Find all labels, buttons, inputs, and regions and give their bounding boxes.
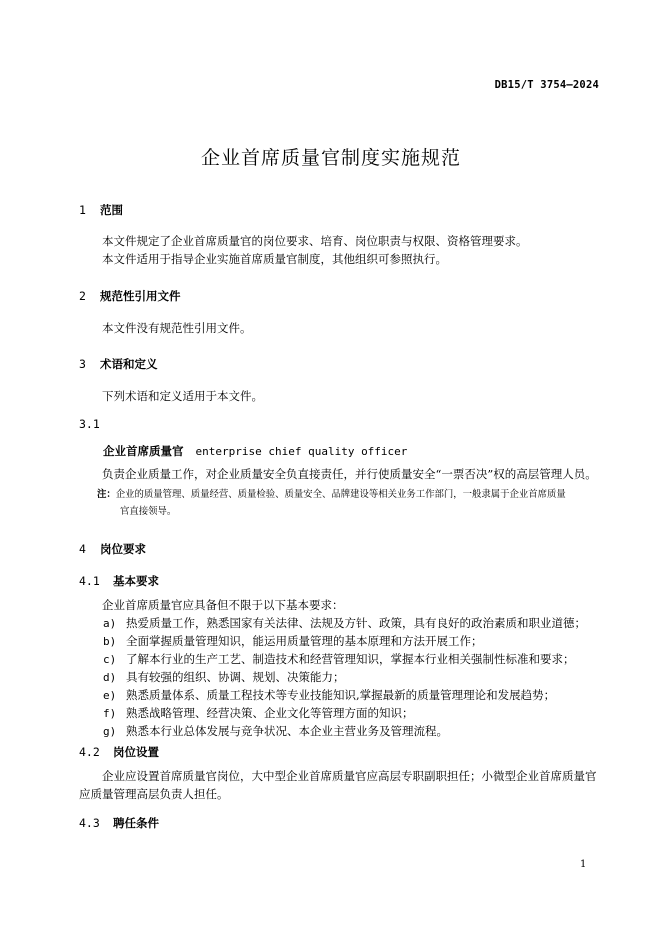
list-item [103,668,603,686]
list-text: 了解本行业的生产工艺、制造技术和经营管理知识，掌握本行业相关强制性标准和要求； [126,652,575,666]
section-4-heading [79,541,146,557]
term-note [97,486,602,520]
section-1-heading [79,202,123,218]
term-en: enterprise chief quality officer [195,445,408,458]
term-number: 3.1 [79,417,100,431]
term-entry [103,443,407,459]
section-title: 基本要求 [113,574,160,588]
list-marker: c) [103,653,117,666]
section-2-body [79,320,599,338]
list-text: 全面掌握质量管理知识，能运用质量管理的基本原理和方法开展工作； [126,634,483,648]
section-number: 2 [79,289,86,303]
section-title: 岗位设置 [113,745,160,759]
list-item [103,722,603,740]
standard-code: DB15/T 3754—2024 [494,79,599,91]
paragraph: 本文件没有规范性引用文件。 [102,321,252,335]
section-4-2-body [79,768,604,803]
list-marker: b) [103,635,117,648]
list-item [103,632,603,650]
list-marker: e) [103,689,117,702]
list-text: 具有较强的组织、协调、规划、决策能力； [126,670,345,684]
requirements-intro: 企业首席质量官应具备但不限于以下基本要求： [102,598,344,612]
section-title: 规范性引用文件 [100,289,181,303]
section-title: 聘任条件 [113,816,160,830]
section-3-heading [79,356,158,372]
note-text-continued: 官直接领导。 [120,506,177,517]
section-title: 岗位要求 [100,542,147,556]
list-text: 熟悉质量体系、质量工程技术等专业技能知识,掌握最新的质量管理理论和发展趋势； [126,688,556,702]
paragraph: 本文件适用于指导企业实施首席质量官制度，其他组织可参照执行。 [102,251,447,266]
section-title: 范围 [100,203,124,217]
paragraph: 下列术语和定义适用于本文件。 [102,389,263,403]
section-2-heading [79,288,181,304]
document-title: 企业首席质量官制度实施规范 [200,147,461,169]
list-text: 熟悉战略管理、经营决策、企业文化等管理方面的知识； [126,706,414,720]
list-item [103,704,603,722]
note-label: 注： [97,489,116,500]
list-item [103,686,603,704]
term-zh: 企业首席质量官 [103,444,184,458]
paragraph-line: 应质量管理高层负责人担任。 [79,786,229,801]
section-4-3-heading [79,815,159,831]
list-marker: a) [103,617,117,630]
requirements-list [103,614,603,740]
section-number: 3 [79,357,86,371]
section-title: 术语和定义 [100,357,158,371]
list-marker: f) [103,707,117,720]
paragraph-line: 企业应设置首席质量官岗位，大中型企业首席质量官应高层专职副职担任；小微型企业首席质量官 [102,769,597,783]
paragraph: 本文件规定了企业首席质量官的岗位要求、培育、岗位职责与权限、资格管理要求。 [102,234,528,248]
section-number: 1 [79,203,86,217]
list-text: 热爱质量工作，熟悉国家有关法律、法规及方针、政策，具有良好的政治素质和职业道德； [126,616,586,630]
section-number: 4.3 [79,816,100,830]
section-number: 4 [79,542,86,556]
section-number: 4.2 [79,745,100,759]
section-number: 4.1 [79,574,100,588]
section-3-body [79,388,599,406]
page-number: 1 [580,859,587,870]
list-item [103,614,603,632]
list-marker: d) [103,671,117,684]
list-item [103,650,603,668]
term-definition: 负责企业质量工作，对企业质量安全负直接责任，并行使质量安全“一票否决”权的高层管理人员。 [102,467,597,481]
list-marker: g) [103,725,117,738]
note-text: 企业的质量管理、质量经营、质量检验、质量安全、品牌建设等相关业务工作部门，一般隶属于企业首席质量 [115,489,566,500]
section-4-2-heading [79,744,159,760]
list-text: 熟悉本行业总体发展与竞争状况、本企业主营业务及管理流程。 [126,724,448,738]
section-4-1-heading [79,573,159,589]
section-1-body [79,233,599,268]
